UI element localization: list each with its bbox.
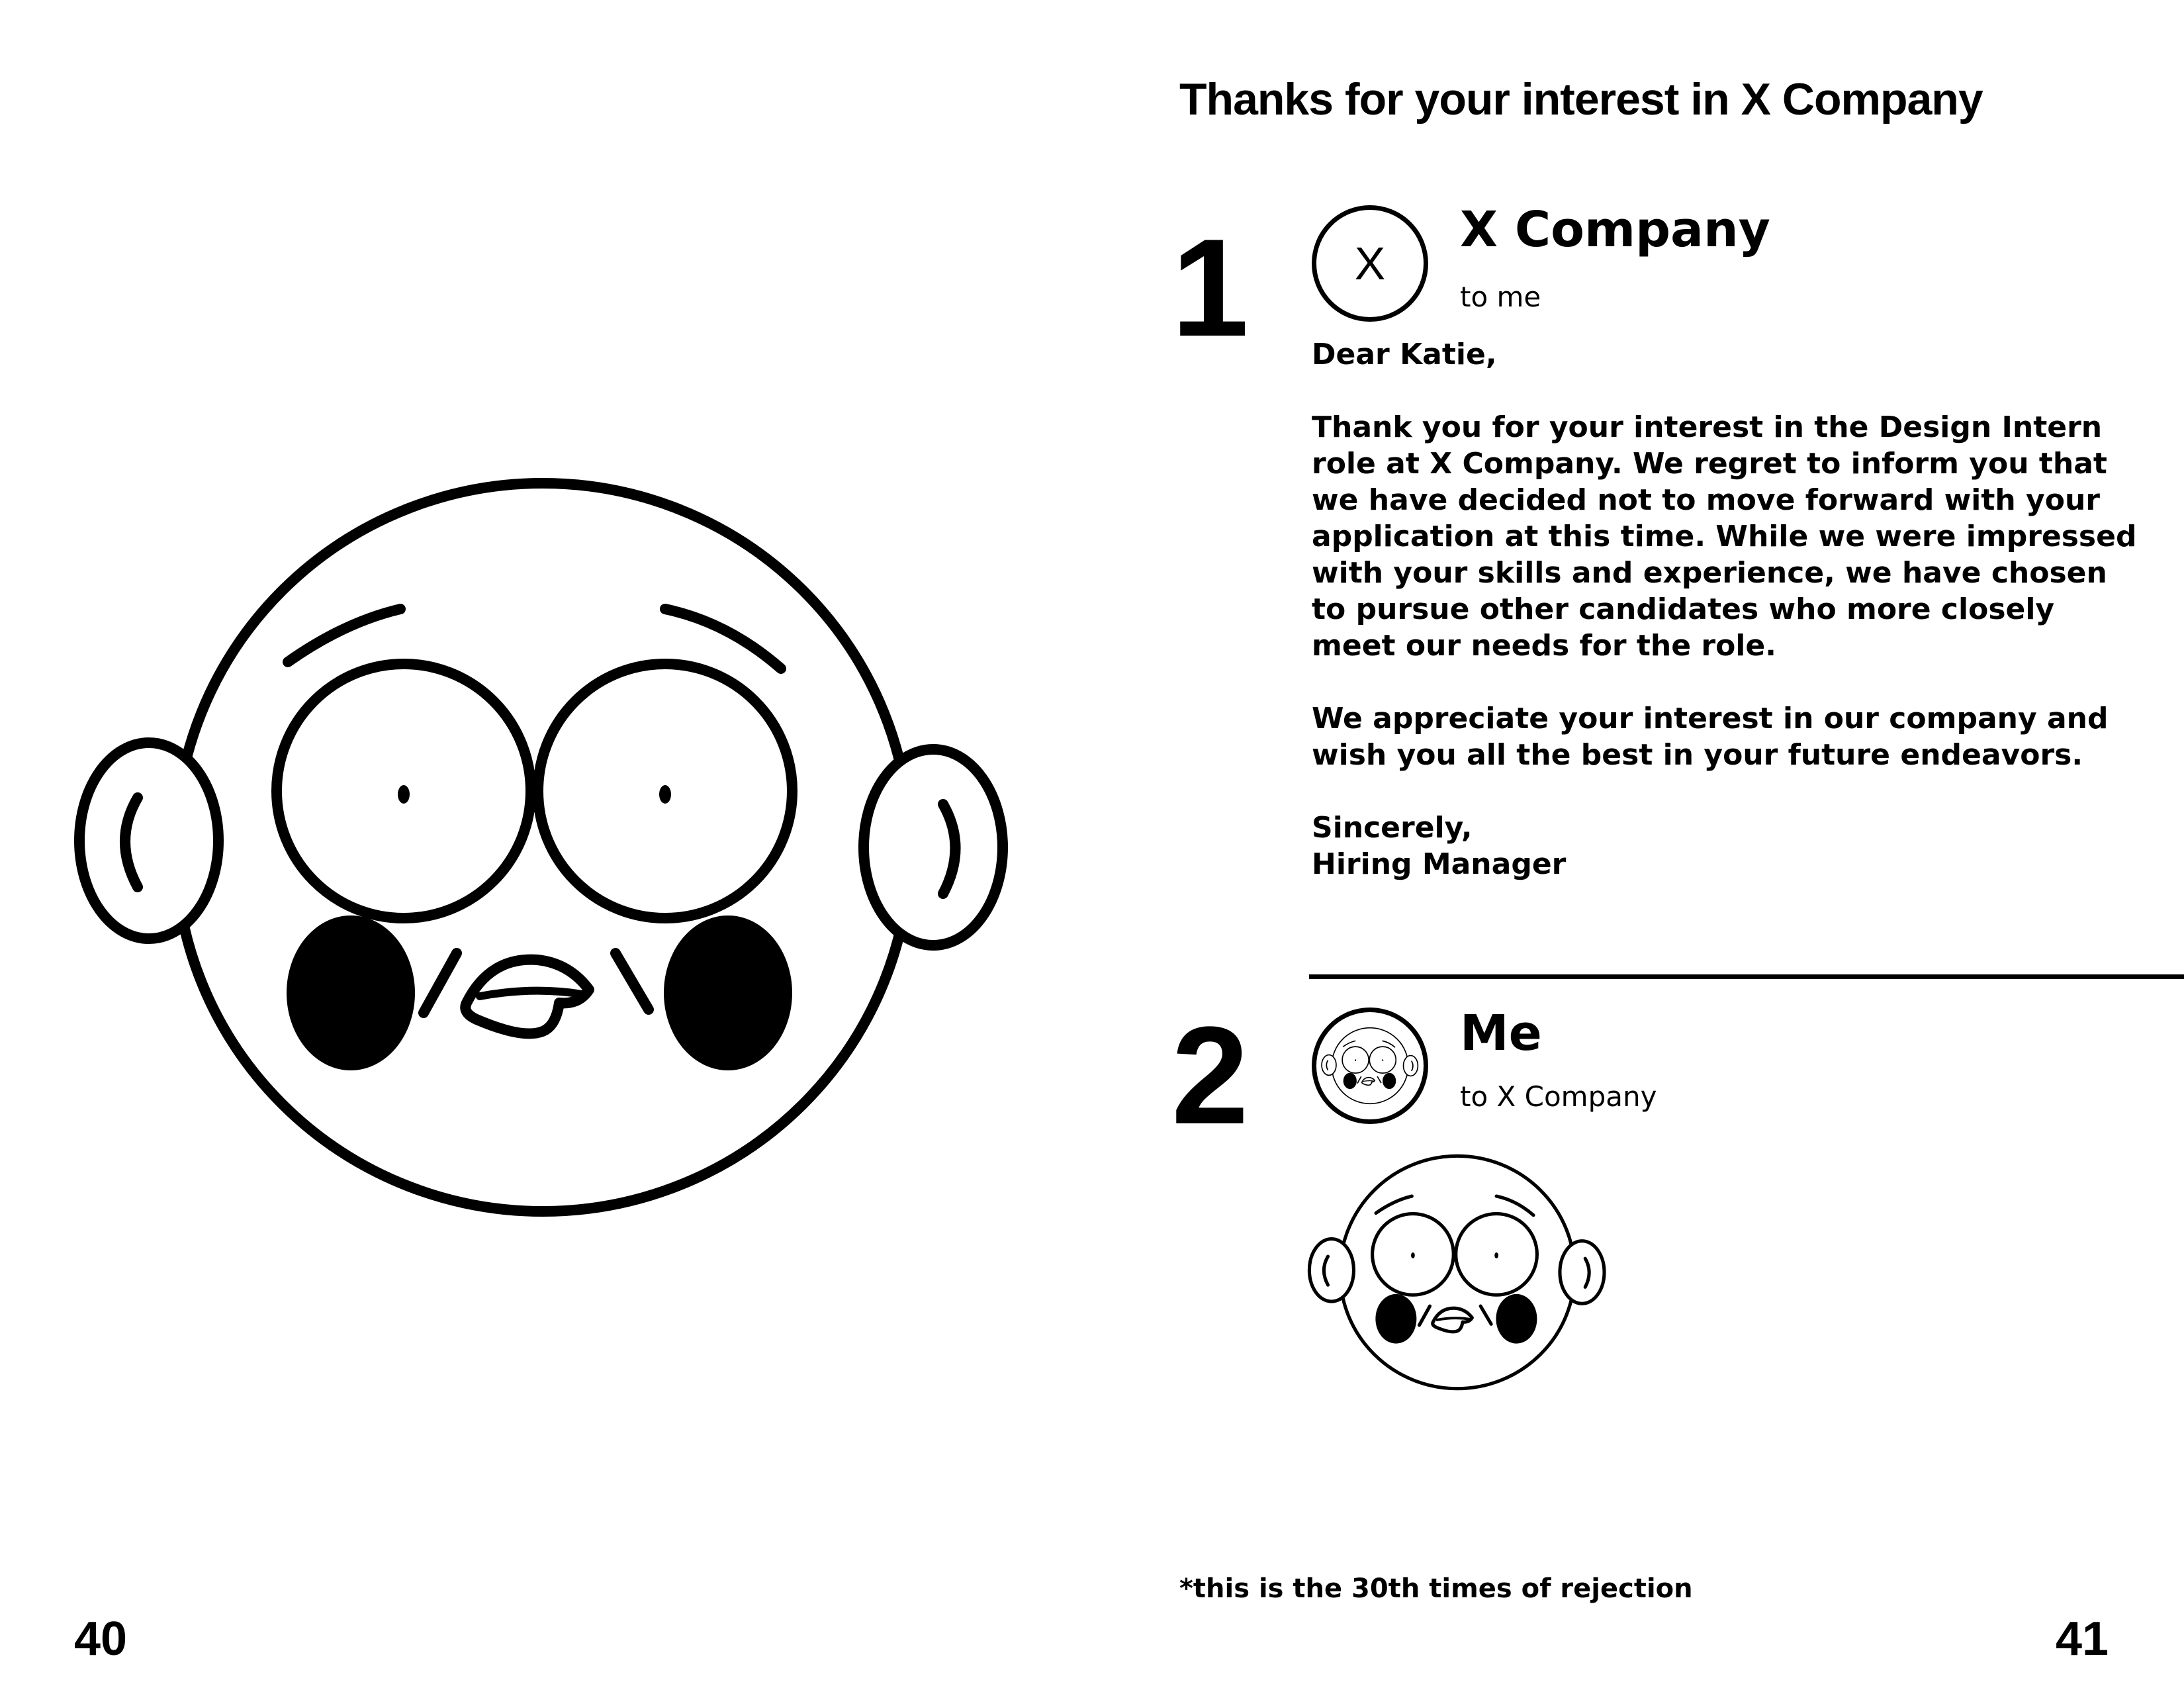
sender-name: Me (1460, 1005, 1542, 1062)
page-title: Thanks for your interest in X Company (1179, 74, 1983, 124)
message-divider (1309, 974, 2184, 979)
sender-avatar-me (1312, 1008, 1428, 1124)
reply-face-illustration (1305, 1147, 1610, 1398)
footnote: *this is the 30th times of rejection (1179, 1573, 1693, 1604)
email-closing (1312, 810, 2139, 882)
avatar-letter: X (1354, 238, 1386, 289)
email-greeting: Dear Katie, (1312, 338, 1497, 371)
large-face-illustration (66, 457, 1019, 1238)
email-signature: Hiring Manager (1312, 847, 1567, 881)
email-body (1312, 336, 2139, 882)
email-paragraph: We appreciate your interest in our company and wish you all the best in your future endeavors. (1312, 702, 2109, 772)
page-number-left: 40 (74, 1613, 128, 1665)
sender-avatar-x-company (1312, 205, 1428, 322)
page-number-right: 41 (2056, 1613, 2109, 1665)
avatar-face-icon (1320, 1025, 1420, 1107)
email-paragraph: Thank you for your interest in the Design Intern role at X Company. We regret to inform you that we have decided not to move forward with your application at this time. While we were impressed with your skills and experience, we have chosen to pursue other candidates who more closely meet our needs for the role. (1312, 410, 2137, 663)
step-number-2: 2 (1171, 998, 1249, 1153)
recipient-line: to me (1460, 281, 1541, 313)
recipient-line: to X Company (1460, 1080, 1657, 1113)
sender-name: X Company (1460, 201, 1770, 258)
email-signoff: Sincerely, (1312, 811, 1473, 845)
step-number-1: 1 (1171, 210, 1249, 365)
